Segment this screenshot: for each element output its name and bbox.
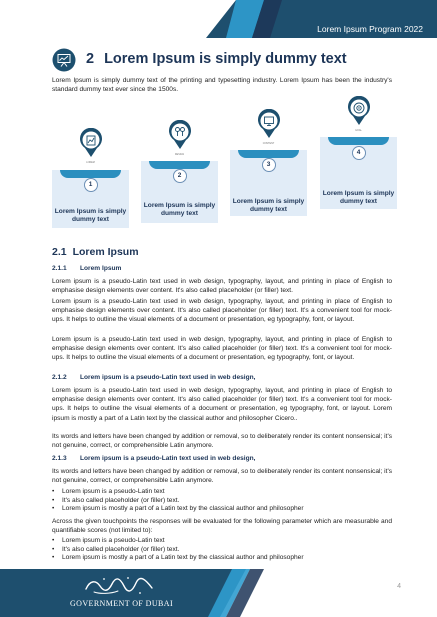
heading-2-1-3: 2.1.3 Lorem ipsum is a pseudo-Latin text used in web design, [52,455,256,462]
step-icon-label-4: GOAL [355,129,362,132]
footer-band [0,569,437,617]
section-intro: Lorem Ipsum is simply dummy text of the printing and typesetting industry. Lorem Ipsum has been the industry's standard dummy text ever since the 1500s. [52,77,392,94]
list-item: • Lorem ipsum is mostly a part of a Latin text by the classical author and philosopher [52,554,392,563]
step-icon-label-2: DESIGN [174,153,185,156]
step-label-4: Lorem Ipsum is simply dummy text [322,190,395,206]
step-icon-label-1: LOREM [86,161,95,164]
paragraph: Lorem ipsum is a pseudo-Latin text used in web design, typography, layout, and printing in place of English to emphasise design elements over content. It's also called placeholder (or filler) text. It's a convenient tool for mock-ups. It helps to outline the visual elements of a document or presentation, eg typography, font, or layout. [52,298,392,324]
list-item: • Lorem ipsum is mostly a part of a Latin text by the classical author and philosopher [52,505,392,514]
paragraph: Lorem ipsum is a pseudo-Latin text used in web design, typography, layout, and printing in place of English to emphasise design elements over content. It's also called placeholder (or filler) text. It's a convenient tool for mock-ups. It helps to outline the visual elements of a document or presentation, eg typography, font, or layout. Lorem ipsum is mostly a part of a Latin text by the classical author and philosopher Cicero.. [52,387,392,422]
list-item: • It's also called placeholder (or filler) text. [52,546,392,555]
page-number: 4 [397,583,401,590]
subsection-heading [52,246,139,258]
step-number-1: 1 [84,178,98,192]
government-of-dubai-logo [80,574,160,596]
header-band [0,0,437,38]
step-tab-4 [328,137,389,145]
paragraph: Its words and letters have been changed by addition or removal, so to deliberately render its content nonsensical; it's not genuine, correct, or comprehensible Latin anymore. [52,468,392,485]
footer-logo-text: GOVERNMENT OF DUBAI [70,599,174,608]
presentation-board-icon [52,48,76,72]
paragraph: Its words and letters have been changed by addition or removal, so to deliberately render its content nonsensical; it's not genuine, correct, or comprehensible Latin anymore. [52,433,392,450]
step-label-1: Lorem Ipsum is simply dummy text [54,208,127,224]
paragraph: Across the given touchpoints the responses will be evaluated for the following parameter which are measurable and quantifiable scores (not limited to): [52,518,392,535]
list-item: • Lorem ipsum is a pseudo-Latin text [52,488,392,497]
section-title-text: Lorem Ipsum is simply dummy text [104,51,347,67]
subsection-number: 2.1 [52,246,67,258]
bullet-list [52,488,392,514]
section-number: 2 [86,51,95,67]
tools-icon [167,120,193,150]
chart-document-icon [78,128,104,158]
step-label-2: Lorem Ipsum is simply dummy text [143,202,216,218]
bullet-list [52,537,392,563]
step-number-4: 4 [352,146,366,160]
list-item: • It's also called placeholder (or filler) text. [52,497,392,506]
step-icon-label-3: CONTENT [262,142,275,145]
program-title: Lorem Ipsum Program 2022 [317,24,423,34]
paragraph: Lorem ipsum is a pseudo-Latin text used in web design, typography, layout, and printing in place of English to emphasise design elements over content. It's also called placeholder (or filler) text. [52,278,392,295]
step-tab-2 [149,161,210,169]
step-tab-3 [238,150,299,158]
heading-2-1-1: 2.1.1 Lorem Ipsum [52,265,122,272]
target-icon [346,96,372,126]
step-tab-1 [60,170,121,178]
monitor-icon [256,109,282,139]
section-title [86,51,347,67]
heading-2-1-2: 2.1.2 Lorem ipsum is a pseudo-Latin text used in web design, [52,374,256,381]
paragraph: Lorem ipsum is a pseudo-Latin text used in web design, typography, layout, and printing in place of English to emphasise design elements over content. It's also called placeholder (or filler) text. It's a convenient tool for mock-ups. It helps to outline the visual elements of a document or presentation, eg typography, font, or layout. [52,336,392,362]
list-item: • Lorem ipsum is a pseudo-Latin text [52,537,392,546]
step-number-3: 3 [262,158,276,172]
subsection-title: Lorem Ipsum [72,246,139,258]
step-label-3: Lorem Ipsum is simply dummy text [232,198,305,214]
step-number-2: 2 [173,169,187,183]
